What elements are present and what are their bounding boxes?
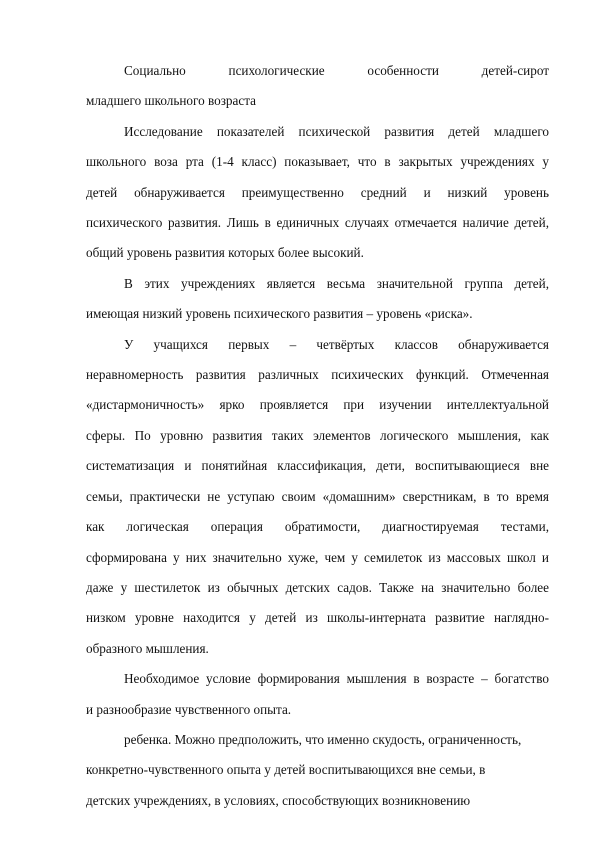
- text-line: конкретно-чувственного опыта у детей воспитывающихся вне семьи, в: [86, 762, 486, 778]
- paragraph: [86, 664, 549, 725]
- text-line: низком уровне находится у детей из школы-интерната развитие наглядно-: [86, 610, 549, 626]
- text-line: общий уровень развития которых более высокий.: [86, 245, 364, 261]
- paragraph: [86, 330, 549, 664]
- text-line: У учащихся первых – четвёртых классов обнаруживается: [124, 336, 549, 352]
- text-line: Необходимое условие формирования мышления в возрасте – богатство: [124, 671, 549, 687]
- title-line: младшего школьного возраста: [86, 93, 257, 109]
- text-line: семьи, практически не уступаю своим «домашним» сверстникам, в то время: [86, 488, 549, 504]
- text-line: ребенка. Можно предположить, что именно скудость, ограниченность,: [124, 731, 522, 747]
- text-line: «дистармоничность» ярко проявляется при изучении интеллектуальной: [86, 397, 549, 413]
- text-line: систематизация и понятийная классификация, дети, воспитывающиеся вне: [86, 458, 549, 474]
- text-line: психического развития. Лишь в единичных случаях отмечается наличие детей,: [86, 215, 549, 231]
- text-line: В этих учреждениях является весьма значительной группа детей,: [124, 275, 549, 291]
- text-line: сформирована у них значительно хуже, чем у семилеток из массовых школ и: [86, 549, 549, 565]
- text-line: сферы. По уровню развития таких элементов логического мышления, как: [86, 427, 549, 443]
- paragraph: [86, 117, 549, 269]
- text-line: имеющая низкий уровень психического развития – уровень «риска».: [86, 306, 473, 322]
- text-line: и разнообразие чувственного опыта.: [86, 701, 292, 717]
- text-line: Исследование показателей психической развития детей младшего: [124, 123, 549, 139]
- text-line: детей обнаруживается преимущественно средний и низкий уровень: [86, 184, 549, 200]
- document-title: [86, 56, 549, 117]
- text-line: образного мышления.: [86, 640, 209, 656]
- text-line: детских учреждениях, в условиях, способствующих возникновению: [86, 792, 471, 808]
- paragraph: [86, 725, 549, 816]
- title-line: Социально психологические особенности детей-сирот: [124, 63, 549, 78]
- text-line: школьного воза рта (1-4 класс) показывает, что в закрытых учреждениях у: [86, 154, 549, 170]
- text-line: как логическая операция обратимости, диагностируемая тестами,: [86, 519, 549, 535]
- text-line: неравномерность развития различных психических функций. Отмеченная: [86, 367, 549, 383]
- text-line: даже у шестилеток из обычных детских садов. Также на значительно более: [86, 579, 549, 595]
- paragraph: [86, 269, 549, 330]
